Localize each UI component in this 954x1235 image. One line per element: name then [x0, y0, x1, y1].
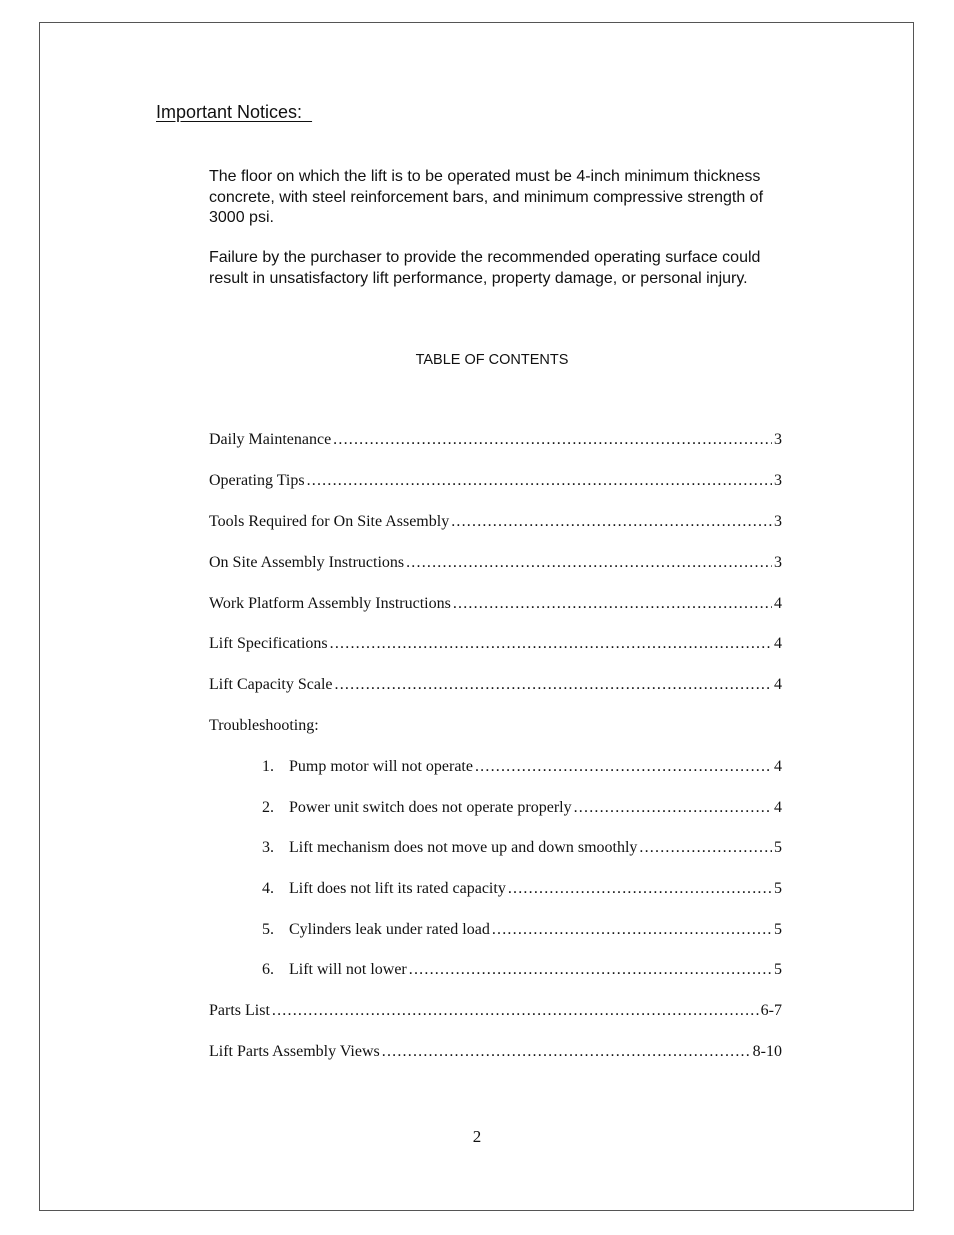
toc-entry-page: 5	[774, 839, 782, 856]
toc-leader-dots	[475, 758, 772, 776]
toc-entry-lift-capacity-scale[interactable]	[209, 676, 782, 698]
toc-leader-dots	[406, 554, 772, 572]
toc-entry-label: Tools Required for On Site Assembly	[209, 513, 450, 530]
toc-entry-page: 4	[774, 676, 782, 693]
toc-entry-tools-required[interactable]	[209, 513, 782, 535]
toc-troubleshoot-item-3[interactable]	[262, 839, 782, 861]
toc-troubleshoot-item-5[interactable]	[262, 921, 782, 943]
toc-item-number: 4.	[262, 880, 274, 897]
toc-leader-dots	[574, 799, 772, 817]
toc-leader-dots	[330, 635, 772, 653]
toc-item-number: 1.	[262, 758, 274, 775]
toc-entry-lift-specifications[interactable]	[209, 635, 782, 657]
toc-entry-page: 3	[774, 513, 782, 530]
toc-entry-page: 3	[774, 554, 782, 571]
toc-entry-page: 5	[774, 880, 782, 897]
toc-leader-dots	[639, 839, 772, 857]
toc-leader-dots	[492, 921, 772, 939]
toc-leader-dots	[382, 1043, 751, 1061]
toc-leader-dots	[409, 961, 772, 979]
toc-item-number: 5.	[262, 921, 274, 938]
toc-entry-page: 6-7	[760, 1002, 782, 1019]
toc-entry-lift-parts-assembly-views[interactable]	[209, 1043, 782, 1065]
toc-entry-label: On Site Assembly Instructions	[209, 554, 405, 571]
toc-entry-page: 4	[774, 799, 782, 816]
toc-entry-on-site-assembly[interactable]	[209, 554, 782, 576]
toc-entry-label: Lift Specifications	[209, 635, 328, 652]
toc-troubleshoot-item-2[interactable]	[262, 799, 782, 821]
toc-item-number: 3.	[262, 839, 274, 856]
toc-leader-dots	[451, 513, 772, 531]
toc-entry-work-platform[interactable]	[209, 595, 782, 617]
toc-leader-dots	[453, 595, 772, 613]
notice-paragraph-floor: The floor on which the lift is to be operated must be 4-inch minimum thickness concrete, with steel reinforcement bars, and minimum compressive strength of 3000 psi.	[209, 168, 764, 226]
toc-entry-label: Work Platform Assembly Instructions	[209, 595, 451, 612]
toc-entry-page: 3	[774, 472, 782, 489]
toc-troubleshoot-item-4[interactable]	[262, 880, 782, 902]
toc-entry-label: Power unit switch does not operate properly	[289, 799, 572, 816]
toc-item-number: 2.	[262, 799, 274, 816]
toc-item-number: 6.	[262, 961, 274, 978]
toc-entry-daily-maintenance[interactable]	[209, 431, 782, 453]
toc-leader-dots	[272, 1002, 759, 1020]
toc-entry-label: Lift does not lift its rated capacity	[289, 880, 506, 897]
toc-entry-label: Lift Capacity Scale	[209, 676, 333, 693]
toc-entry-page: 4	[774, 595, 782, 612]
toc-troubleshoot-item-1[interactable]	[262, 758, 782, 780]
page-number: 2	[472, 1127, 482, 1146]
toc-entry-label: Parts List	[209, 1002, 270, 1019]
toc-entry-label: Daily Maintenance	[209, 431, 332, 448]
toc-troubleshooting-label: Troubleshooting:	[209, 717, 319, 734]
toc-entry-page: 4	[774, 758, 782, 775]
toc-entry-page: 5	[774, 921, 782, 938]
toc-entry-label: Lift Parts Assembly Views	[209, 1043, 380, 1060]
toc-entry-label: Pump motor will not operate	[289, 758, 473, 775]
notice-paragraph-failure: Failure by the purchaser to provide the recommended operating surface could result in unsatisfactory lift performance, property damage, or personal injury.	[209, 249, 761, 287]
toc-entry-page: 3	[774, 431, 782, 448]
toc-entry-page: 4	[774, 635, 782, 652]
important-notices-heading: Important Notices:	[156, 102, 313, 122]
toc-leader-dots	[335, 676, 772, 694]
toc-troubleshoot-item-6[interactable]	[262, 961, 782, 983]
toc-leader-dots	[508, 880, 772, 898]
toc-entry-parts-list[interactable]	[209, 1002, 782, 1024]
toc-leader-dots	[333, 431, 772, 449]
toc-entry-label: Operating Tips	[209, 472, 305, 489]
toc-entry-label: Lift mechanism does not move up and down smoothly	[289, 839, 638, 856]
toc-entry-page: 5	[774, 961, 782, 978]
toc-entry-label: Cylinders leak under rated load	[289, 921, 490, 938]
toc-entry-page: 8-10	[752, 1043, 782, 1060]
toc-title: TABLE OF CONTENTS	[415, 352, 569, 368]
toc-entry-label: Lift will not lower	[289, 961, 407, 978]
toc-leader-dots	[307, 472, 772, 490]
toc-entry-operating-tips[interactable]	[209, 472, 782, 494]
